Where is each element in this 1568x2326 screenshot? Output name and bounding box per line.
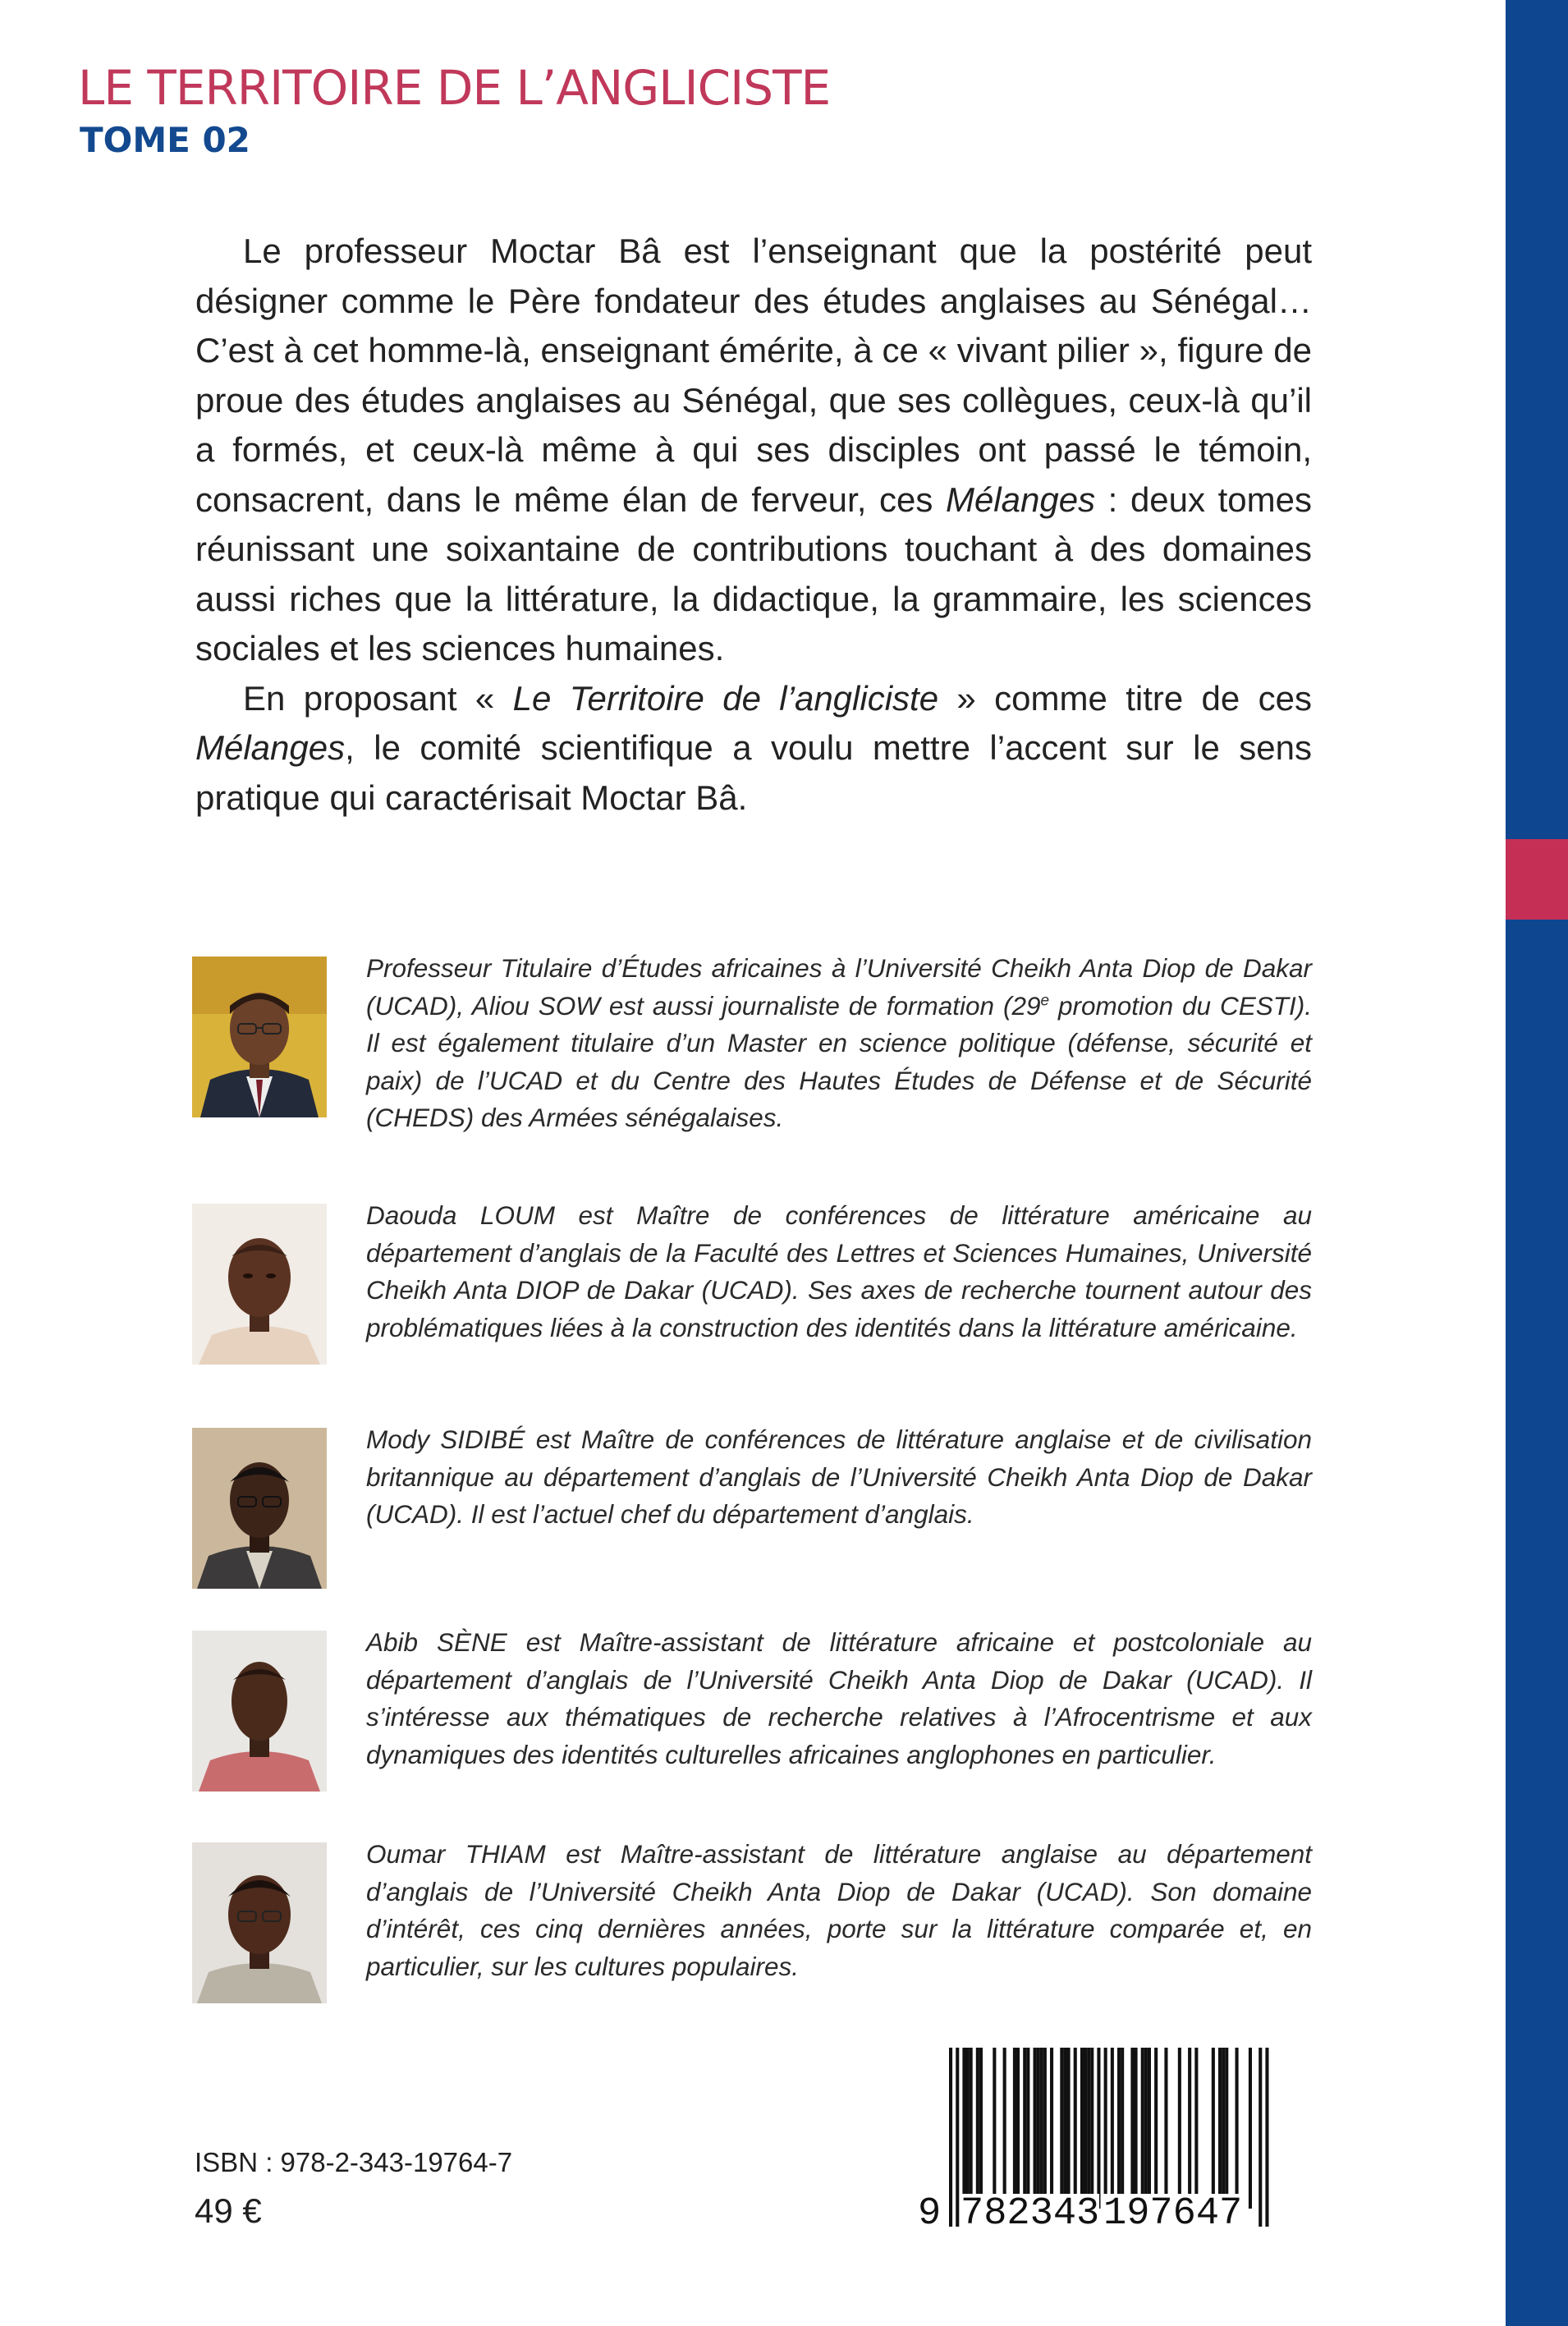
barcode-bar <box>970 2048 973 2209</box>
barcode-bar <box>976 2048 979 2209</box>
barcode-bar <box>1080 2048 1084 2209</box>
author-bio-text: Mody SIDIBÉ est Maître de conférences de littérature anglaise et de civilisation britannique au département d’anglais de l’Université Cheikh Anta Diop de Dakar (UCAD). Il est l’actuel chef du département d’anglais. <box>366 1425 1312 1529</box>
author-bio <box>192 1200 1312 1368</box>
barcode-left-digits: 782343 <box>961 2192 1100 2236</box>
barcode-bar <box>1040 2048 1043 2209</box>
barcode-bar <box>993 2048 996 2209</box>
barcode-bar <box>1218 2048 1222 2209</box>
cover-spine-band <box>1506 0 1568 2326</box>
author-bio <box>192 1627 1312 1795</box>
barcode-bar <box>1236 2048 1239 2209</box>
barcode-bar <box>1154 2048 1158 2209</box>
isbn: ISBN : 978-2-343-19764-7 <box>195 2147 513 2177</box>
author-portrait-icon <box>192 1631 327 1792</box>
barcode-bar <box>1188 2048 1191 2209</box>
barcode-bar <box>1212 2048 1215 2209</box>
barcode-bar <box>1194 2048 1198 2209</box>
barcode-bar <box>1225 2048 1228 2209</box>
barcode-bar <box>1144 2048 1148 2209</box>
author-photo <box>192 1204 327 1365</box>
barcode-bar <box>1117 2048 1121 2209</box>
author-bio-text: Daouda LOUM est Maître de conférences de littérature américaine au département d’anglais de la Faculté des Lettres et Sciences Humaines, Université Cheikh Anta DIOP de Dakar (UCAD). Ses axes de recherche tournent autour des problématiques liées à la construction des identités dans la littérature américaine. <box>366 1200 1312 1342</box>
barcode-bar <box>962 2048 965 2209</box>
barcode-bar <box>1067 2048 1071 2209</box>
barcode-right-digits: 197647 <box>1103 2192 1243 2236</box>
barcode-bar <box>1135 2048 1138 2209</box>
barcode-bar <box>1164 2048 1167 2209</box>
author-photo <box>192 1842 327 2003</box>
barcode-bar <box>1121 2048 1124 2209</box>
barcode-bar <box>1087 2048 1090 2209</box>
barcode-bar <box>1084 2048 1087 2209</box>
author-portrait-icon <box>192 957 327 1117</box>
series-title: LE TERRITOIRE DE L’ANGLICISTE <box>78 60 831 116</box>
barcode-bar <box>1249 2048 1252 2209</box>
barcode-bar <box>1222 2048 1225 2209</box>
author-portrait-icon <box>192 1204 327 1365</box>
barcode-bar <box>1074 2048 1077 2209</box>
author-photo <box>192 957 327 1117</box>
price: 49 € <box>195 2191 262 2230</box>
barcode-bar <box>1097 2048 1100 2209</box>
barcode-digits <box>918 2194 1282 2235</box>
barcode-first-digit: 9 <box>918 2192 942 2236</box>
barcode-bar <box>1090 2048 1093 2209</box>
volume-label: TOME 02 <box>80 120 250 160</box>
author-bio <box>192 1839 1312 2007</box>
barcode-bar <box>1013 2048 1016 2209</box>
barcode-bar <box>1043 2048 1047 2209</box>
barcode-bar <box>1130 2048 1134 2209</box>
barcode-bar <box>1016 2048 1020 2209</box>
author-photo <box>192 1631 327 1792</box>
blurb-paragraph: En proposant « Le Territoire de l’angliciste » comme titre de ces Mélanges, le comité scientifique a voulu mettre l’accent sur le sens pratique qui caractérisait Moctar Bâ. <box>195 678 1312 817</box>
author-bio <box>192 1425 1312 1592</box>
author-bio-text: Professeur Titulaire d’Études africaines à l’Université Cheikh Anta Diop de Dakar (UCAD), Aliou SOW est aussi journaliste de formation (29e promotion du CESTI). Il est également titulaire d’un Master en science politique (défense, sécurité et paix) de l’UCAD et du Centre des Hautes Études de Défense et de Sécurité (CHEDS) des Armées sénégalaises. <box>366 953 1312 1132</box>
author-bio <box>192 953 1312 1132</box>
barcode-bar <box>1034 2048 1037 2209</box>
blurb-paragraph: Le professeur Moctar Bâ est l’enseignant que la postérité peut désigner comme le Père fondateur des études anglaises au Sénégal… C’est à cet homme-là, enseignant émérite, à ce « vivant pilier », figure de proue des études anglaises au Sénégal, que ses collègues, ceux-là qu’il a formés, et ceux-là même à qui ses disciples ont passé le témoin, consacrent, dans le même élan de ferveur, ces Mélanges : deux tomes réunissant une soixantaine de contributions touchant à des domaines aussi riches que la littérature, la didactique, la grammaire, les sciences sociales et les sciences humaines. <box>195 232 1312 668</box>
barcode-bar <box>1023 2048 1026 2209</box>
author-bio-text: Abib SÈNE est Maître-assistant de littérature africaine et postcoloniale au département d’anglais de l’Université Cheikh Anta Diop de Dakar (UCAD). Il s’intéresse aux thématiques de recherche relatives à l’Afrocentrisme et aux dynamiques des identités culturelles africaines anglophones en particulier. <box>366 1627 1312 1769</box>
author-portrait-icon <box>192 1428 327 1589</box>
cover-spine-accent <box>1506 839 1568 920</box>
barcode-bar <box>1050 2048 1053 2209</box>
author-bio-text: Oumar THIAM est Maître-assistant de littérature anglaise au département d’anglais de l’Université Cheikh Anta Diop de Dakar (UCAD). Son domaine d’intérêt, ces cinq dernières années, porte sur la littérature comparée et, en particulier, sur les cultures populaires. <box>366 1839 1312 1981</box>
barcode-bar <box>1141 2048 1144 2209</box>
barcode-bar <box>1060 2048 1063 2209</box>
barcode-bar <box>1003 2048 1006 2209</box>
barcode-bar <box>1037 2048 1040 2209</box>
barcode-bar <box>979 2048 983 2209</box>
barcode-bar <box>966 2048 970 2209</box>
barcode <box>918 2048 1282 2237</box>
author-photo <box>192 1428 327 1589</box>
barcode-bar <box>1063 2048 1066 2209</box>
barcode-bar <box>1148 2048 1151 2209</box>
author-portrait-icon <box>192 1842 327 2003</box>
barcode-bar <box>1026 2048 1029 2209</box>
blurb <box>195 227 1312 823</box>
barcode-bar <box>1178 2048 1181 2209</box>
